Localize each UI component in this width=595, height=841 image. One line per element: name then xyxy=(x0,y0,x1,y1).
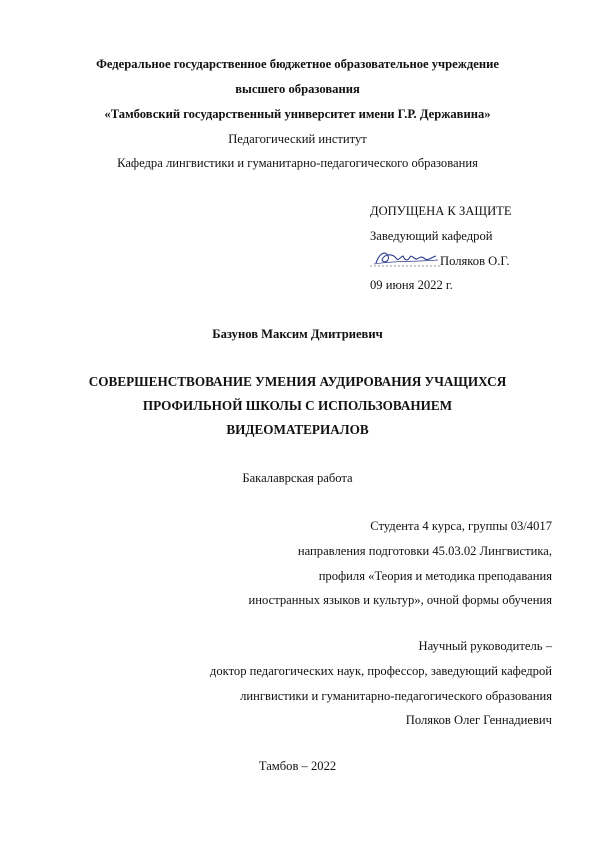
supervisor-line-3: лингвистики и гуманитарно-педагогического образования xyxy=(240,689,552,703)
supervisor-line-4: Поляков Олег Геннадиевич xyxy=(405,713,552,727)
thesis-title-line-2: ПРОФИЛЬНОЙ ШКОЛЫ С ИСПОЛЬЗОВАНИЕМ xyxy=(142,398,453,413)
student-line-2: направления подготовки 45.03.02 Лингвистика, xyxy=(297,544,552,558)
footer-city-year: Тамбов – 2022 xyxy=(258,759,337,773)
department-name: Кафедра лингвистики и гуманитарно-педагогического образования xyxy=(117,156,478,170)
approval-status: ДОПУЩЕНА К ЗАЩИТЕ xyxy=(370,204,512,218)
thesis-title-line-1: СОВЕРШЕНСТВОВАНИЕ УМЕНИЯ АУДИРОВАНИЯ УЧАЩИХСЯ xyxy=(88,374,507,389)
student-line-3: профиля «Теория и методика преподавания xyxy=(318,569,552,583)
signature xyxy=(370,248,440,270)
approval-name: Поляков О.Г. xyxy=(440,254,510,268)
university-name: «Тамбовский государственный университет имени Г.Р. Державина» xyxy=(104,107,491,121)
approval-role: Заведующий кафедрой xyxy=(370,229,493,243)
approval-date: 09 июня 2022 г. xyxy=(370,278,453,292)
thesis-title-line-3: ВИДЕОМАТЕРИАЛОВ xyxy=(226,422,369,437)
student-line-1: Студента 4 курса, группы 03/4017 xyxy=(370,519,552,533)
student-line-4: иностранных языков и культур», очной формы обучения xyxy=(248,593,552,607)
supervisor-line-1: Научный руководитель – xyxy=(418,639,552,653)
header-line-2: высшего образования xyxy=(235,82,360,96)
work-type: Бакалаврская работа xyxy=(242,471,353,485)
institute-name: Педагогический институт xyxy=(228,132,367,146)
header-line-1: Федеральное государственное бюджетное образовательное учреждение xyxy=(96,57,499,71)
author-name: Базунов Максим Дмитриевич xyxy=(212,327,383,341)
supervisor-line-2: доктор педагогических наук, профессор, заведующий кафедрой xyxy=(209,664,552,678)
